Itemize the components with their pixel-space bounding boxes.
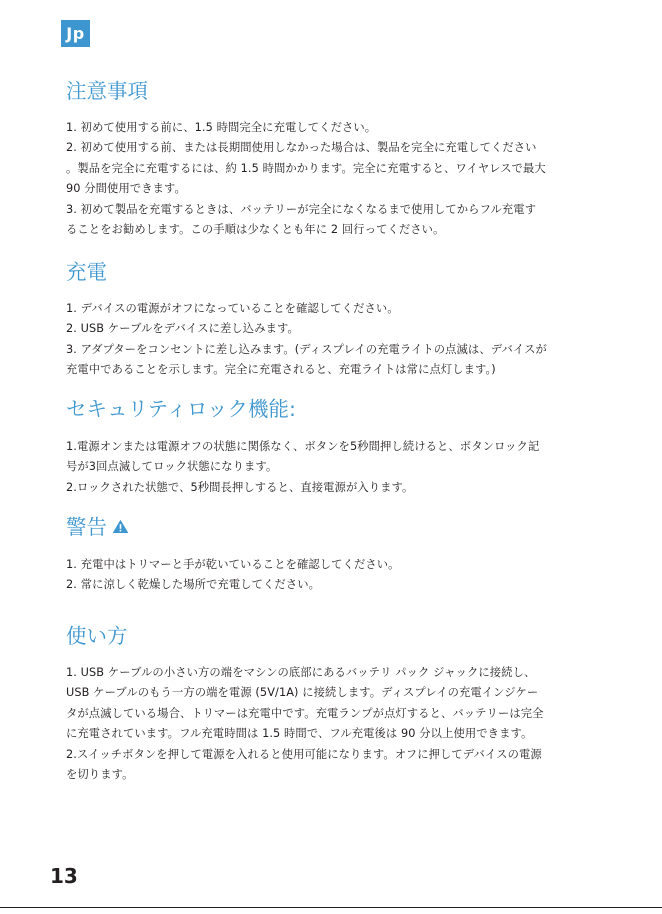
text-line: 2.スイッチボタンを押して電源を入れると使用可能になります。オフに押してデバイスの電源 xyxy=(66,747,542,761)
text-line: 2. USB ケーブルをデバイスに差し込みます。 xyxy=(66,322,299,336)
text-line: 充電中であることを示します。完全に充電されると、充電ライトは常に点灯します。) xyxy=(66,363,496,377)
section-title: 警告 xyxy=(66,515,107,539)
section-how-to-use xyxy=(66,623,586,785)
section-title-row xyxy=(66,514,586,541)
section-body xyxy=(66,299,586,381)
text-line: 1.電源オンまたは電源オフの状態に関係なく、ボタンを5秒間押し続けると、ボタンロック記 xyxy=(66,440,540,453)
text-line: 90 分間使用できます。 xyxy=(66,182,186,196)
text-line: 1. 充電中はトリマーと手が乾いていることを確認してください。 xyxy=(66,558,400,571)
text-line: タが点滅している場合、トリマーは充電中です。充電ランプが点灯すると、バッテリーは完全 xyxy=(66,706,544,720)
section-title: 注意事項 xyxy=(66,79,148,103)
section-body xyxy=(66,437,586,498)
page-number: 13 xyxy=(50,864,78,888)
text-line: 号が3回点滅してロック状態になります。 xyxy=(66,460,278,474)
text-line: に充電されています。フル充電時間は 1.5 時間で、フル充電後は 90 分以上使用できます。 xyxy=(66,727,533,741)
text-line: 1. デバイスの電源がオフになっていることを確認してください。 xyxy=(66,302,399,315)
text-line: 。製品を完全に充電するには、約 1.5 時間かかります。完全に充電すると、ワイヤレスで最大 xyxy=(66,161,546,175)
section-title: セキュリティロック機能: xyxy=(66,397,296,421)
text-line: 1. 初めて使用する前に、1.5 時間完全に充電してください。 xyxy=(66,121,377,134)
text-line: 3. アダプターをコンセントに差し込みます。(ディスプレイの充電ライトの点滅は、デバイスが xyxy=(66,342,547,356)
section-body xyxy=(66,663,586,785)
section-security-lock xyxy=(66,396,586,498)
text-line: ることをお勧めします。この手順は少なくとも年に 2 回行ってください。 xyxy=(66,223,445,237)
language-badge: Jp xyxy=(61,20,90,47)
text-line: 2.ロックされた状態で、5秒間長押しすると、直接電源が入ります。 xyxy=(66,480,414,494)
text-line: 2. 常に涼しく乾燥した場所で充電してください。 xyxy=(66,578,321,592)
section-warning xyxy=(66,514,586,596)
text-line: 2. 初めて使用する前、または長期間使用しなかった場合は、製品を完全に充電してください xyxy=(66,141,537,155)
section-body xyxy=(66,118,586,240)
section-title: 使い方 xyxy=(66,624,128,648)
text-line: USB ケーブルのもう一方の端を電源 (5V/1A) に接続します。ディスプレイの充電インジケー xyxy=(66,686,539,700)
text-line: 1. USB ケーブルの小さい方の端をマシンの底部にあるバッテリ パック ジャックに接続し、 xyxy=(66,666,536,679)
bottom-rule xyxy=(0,907,662,908)
section-body xyxy=(66,555,586,596)
warning-icon xyxy=(113,513,128,539)
section-charging xyxy=(66,259,586,381)
section-title: 充電 xyxy=(66,260,107,284)
section-precautions xyxy=(66,78,586,240)
text-line: 3. 初めて製品を充電するときは、バッテリーが完全になくなるまで使用してからフル充電す xyxy=(66,202,537,216)
text-line: を切ります。 xyxy=(66,768,134,782)
